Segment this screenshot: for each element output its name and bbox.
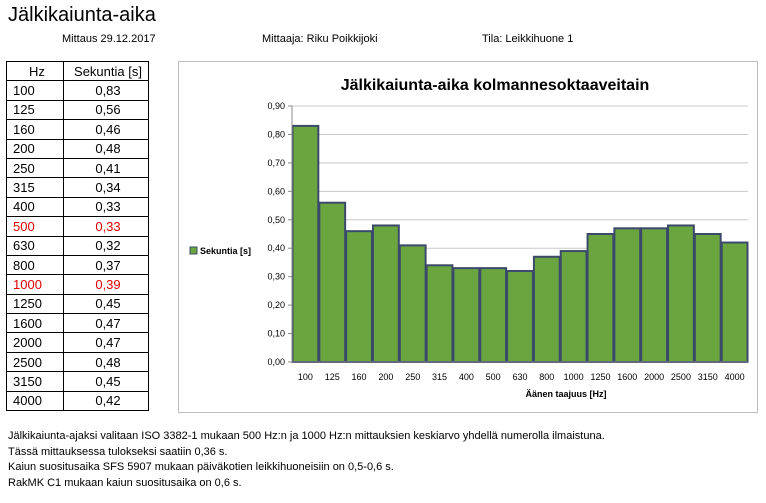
x-tick-label: 1000 xyxy=(563,372,584,382)
cell-hz: 1000 xyxy=(7,275,64,294)
table-row xyxy=(7,100,149,119)
bar xyxy=(614,228,640,362)
table-row xyxy=(7,391,149,410)
cell-seconds: 0,32 xyxy=(64,236,149,255)
y-tick-label: 0,10 xyxy=(267,328,285,339)
table-row xyxy=(7,197,149,216)
cell-hz: 250 xyxy=(7,158,64,177)
room-name: Tila: Leikkihuone 1 xyxy=(482,33,574,45)
bar xyxy=(722,243,748,362)
table-row xyxy=(7,333,149,352)
x-tick-label: 4000 xyxy=(724,372,745,382)
cell-hz: 3150 xyxy=(7,372,64,391)
cell-seconds: 0,48 xyxy=(64,352,149,371)
note-line-2: Tässä mittauksessa tulokseksi saatiin 0,36 s. xyxy=(8,445,228,458)
cell-seconds: 0,37 xyxy=(64,255,149,274)
table-row xyxy=(7,217,149,236)
y-tick-label: 0,90 xyxy=(267,101,285,111)
cell-hz: 315 xyxy=(7,178,64,197)
bar xyxy=(561,251,587,362)
bar xyxy=(507,271,533,362)
table-row xyxy=(7,275,149,294)
cell-seconds: 0,33 xyxy=(64,197,149,216)
bar xyxy=(534,257,560,362)
table-row xyxy=(7,178,149,197)
cell-seconds: 0,42 xyxy=(64,391,149,410)
reverb-bar-chart xyxy=(179,62,757,412)
cell-seconds: 0,56 xyxy=(64,100,149,119)
bar xyxy=(453,268,479,362)
cell-seconds: 0,45 xyxy=(64,294,149,313)
cell-seconds: 0,41 xyxy=(64,158,149,177)
table-row xyxy=(7,314,149,333)
measurer-name: Mittaaja: Riku Poikkijoki xyxy=(262,33,378,45)
cell-hz: 1250 xyxy=(7,294,64,313)
note-line-3: Kaiun suositusaika SFS 5907 mukaan päiväkotien leikkihuoneisiin on 0,5-0,6 s. xyxy=(8,461,394,473)
table-row xyxy=(7,352,149,371)
cell-hz: 4000 xyxy=(7,391,64,410)
notes xyxy=(8,429,605,491)
table-row xyxy=(7,139,149,158)
cell-seconds: 0,33 xyxy=(64,217,149,236)
x-tick-label: 250 xyxy=(405,372,421,382)
x-tick-label: 125 xyxy=(324,372,340,382)
x-tick-label: 160 xyxy=(351,372,367,382)
chart-title: Jälkikaiunta-aika kolmannesoktaaveitain xyxy=(340,77,650,94)
chart-area xyxy=(178,61,758,413)
x-tick-label: 315 xyxy=(432,372,448,382)
bar xyxy=(293,126,319,362)
cell-hz: 2500 xyxy=(7,352,64,371)
table-row xyxy=(7,81,149,100)
x-tick-label: 2500 xyxy=(670,372,691,382)
table-row xyxy=(7,372,149,391)
cell-seconds: 0,45 xyxy=(64,372,149,391)
cell-hz: 2000 xyxy=(7,333,64,352)
cell-hz: 100 xyxy=(7,81,64,100)
column-header-hz: Hz xyxy=(7,62,64,81)
bar xyxy=(695,234,721,362)
column-header-seconds: Sekuntia [s] xyxy=(64,62,149,81)
bar xyxy=(668,225,694,362)
bar xyxy=(588,234,614,362)
table-row xyxy=(7,236,149,255)
table-row xyxy=(7,294,149,313)
cell-hz: 800 xyxy=(7,255,64,274)
cell-seconds: 0,83 xyxy=(64,81,149,100)
reverb-data-table xyxy=(6,61,149,411)
cell-hz: 160 xyxy=(7,120,64,139)
x-tick-label: 200 xyxy=(378,372,394,382)
table-row xyxy=(7,158,149,177)
table-header-row xyxy=(7,62,149,81)
bar xyxy=(346,231,372,362)
cell-seconds: 0,34 xyxy=(64,178,149,197)
cell-seconds: 0,47 xyxy=(64,314,149,333)
x-tick-label: 100 xyxy=(297,372,313,382)
cell-hz: 400 xyxy=(7,197,64,216)
bars xyxy=(293,126,748,362)
y-tick-label: 0,00 xyxy=(267,357,285,367)
measurement-date: Mittaus 29.12.2017 xyxy=(62,33,156,45)
x-tick-label: 1250 xyxy=(590,372,611,382)
legend-swatch xyxy=(190,247,197,254)
note-line-1: Jälkikaiunta-ajaksi valitaan ISO 3382-1 mukaan 500 Hz:n ja 1000 Hz:n mittauksien keskiarvo yhdellä numerolla ilmaistuna. xyxy=(8,430,605,442)
y-tick-label: 0,50 xyxy=(267,214,285,225)
note-line-4: RakMK C1 mukaan kaiun suositusaika on 0,6 s. xyxy=(8,476,242,489)
y-tick-label: 0,30 xyxy=(267,271,285,282)
cell-seconds: 0,47 xyxy=(64,333,149,352)
x-tick-label: 400 xyxy=(458,372,474,382)
cell-hz: 200 xyxy=(7,139,64,158)
bar xyxy=(400,245,426,362)
y-tick-label: 0,20 xyxy=(267,300,285,311)
y-tick-label: 0,70 xyxy=(267,157,285,168)
x-tick-label: 800 xyxy=(539,372,555,382)
x-axis-label: Äänen taajuus [Hz] xyxy=(525,389,607,399)
bar xyxy=(641,228,667,362)
chart-legend xyxy=(190,246,251,256)
y-tick-label: 0,60 xyxy=(267,186,285,197)
cell-seconds: 0,46 xyxy=(64,120,149,139)
page-title: Jälkikaiunta-aika xyxy=(8,4,156,26)
x-tick-label: 1600 xyxy=(617,372,638,382)
x-tick-label: 3150 xyxy=(697,372,718,382)
y-tick-label: 0,40 xyxy=(267,243,285,254)
bar xyxy=(480,268,506,362)
bar xyxy=(319,203,345,362)
table-row xyxy=(7,120,149,139)
cell-hz: 630 xyxy=(7,236,64,255)
cell-hz: 125 xyxy=(7,100,64,119)
y-tick-label: 0,80 xyxy=(267,129,285,140)
x-tick-label: 500 xyxy=(485,372,501,382)
x-tick-label: 630 xyxy=(512,372,528,382)
cell-hz: 500 xyxy=(7,217,64,236)
legend-label: Sekuntia [s] xyxy=(200,246,252,256)
cell-seconds: 0,39 xyxy=(64,275,149,294)
x-tick-label: 2000 xyxy=(644,372,665,382)
cell-seconds: 0,48 xyxy=(64,139,149,158)
bar xyxy=(373,225,399,362)
cell-hz: 1600 xyxy=(7,314,64,333)
bar xyxy=(427,265,453,362)
table-row xyxy=(7,255,149,274)
